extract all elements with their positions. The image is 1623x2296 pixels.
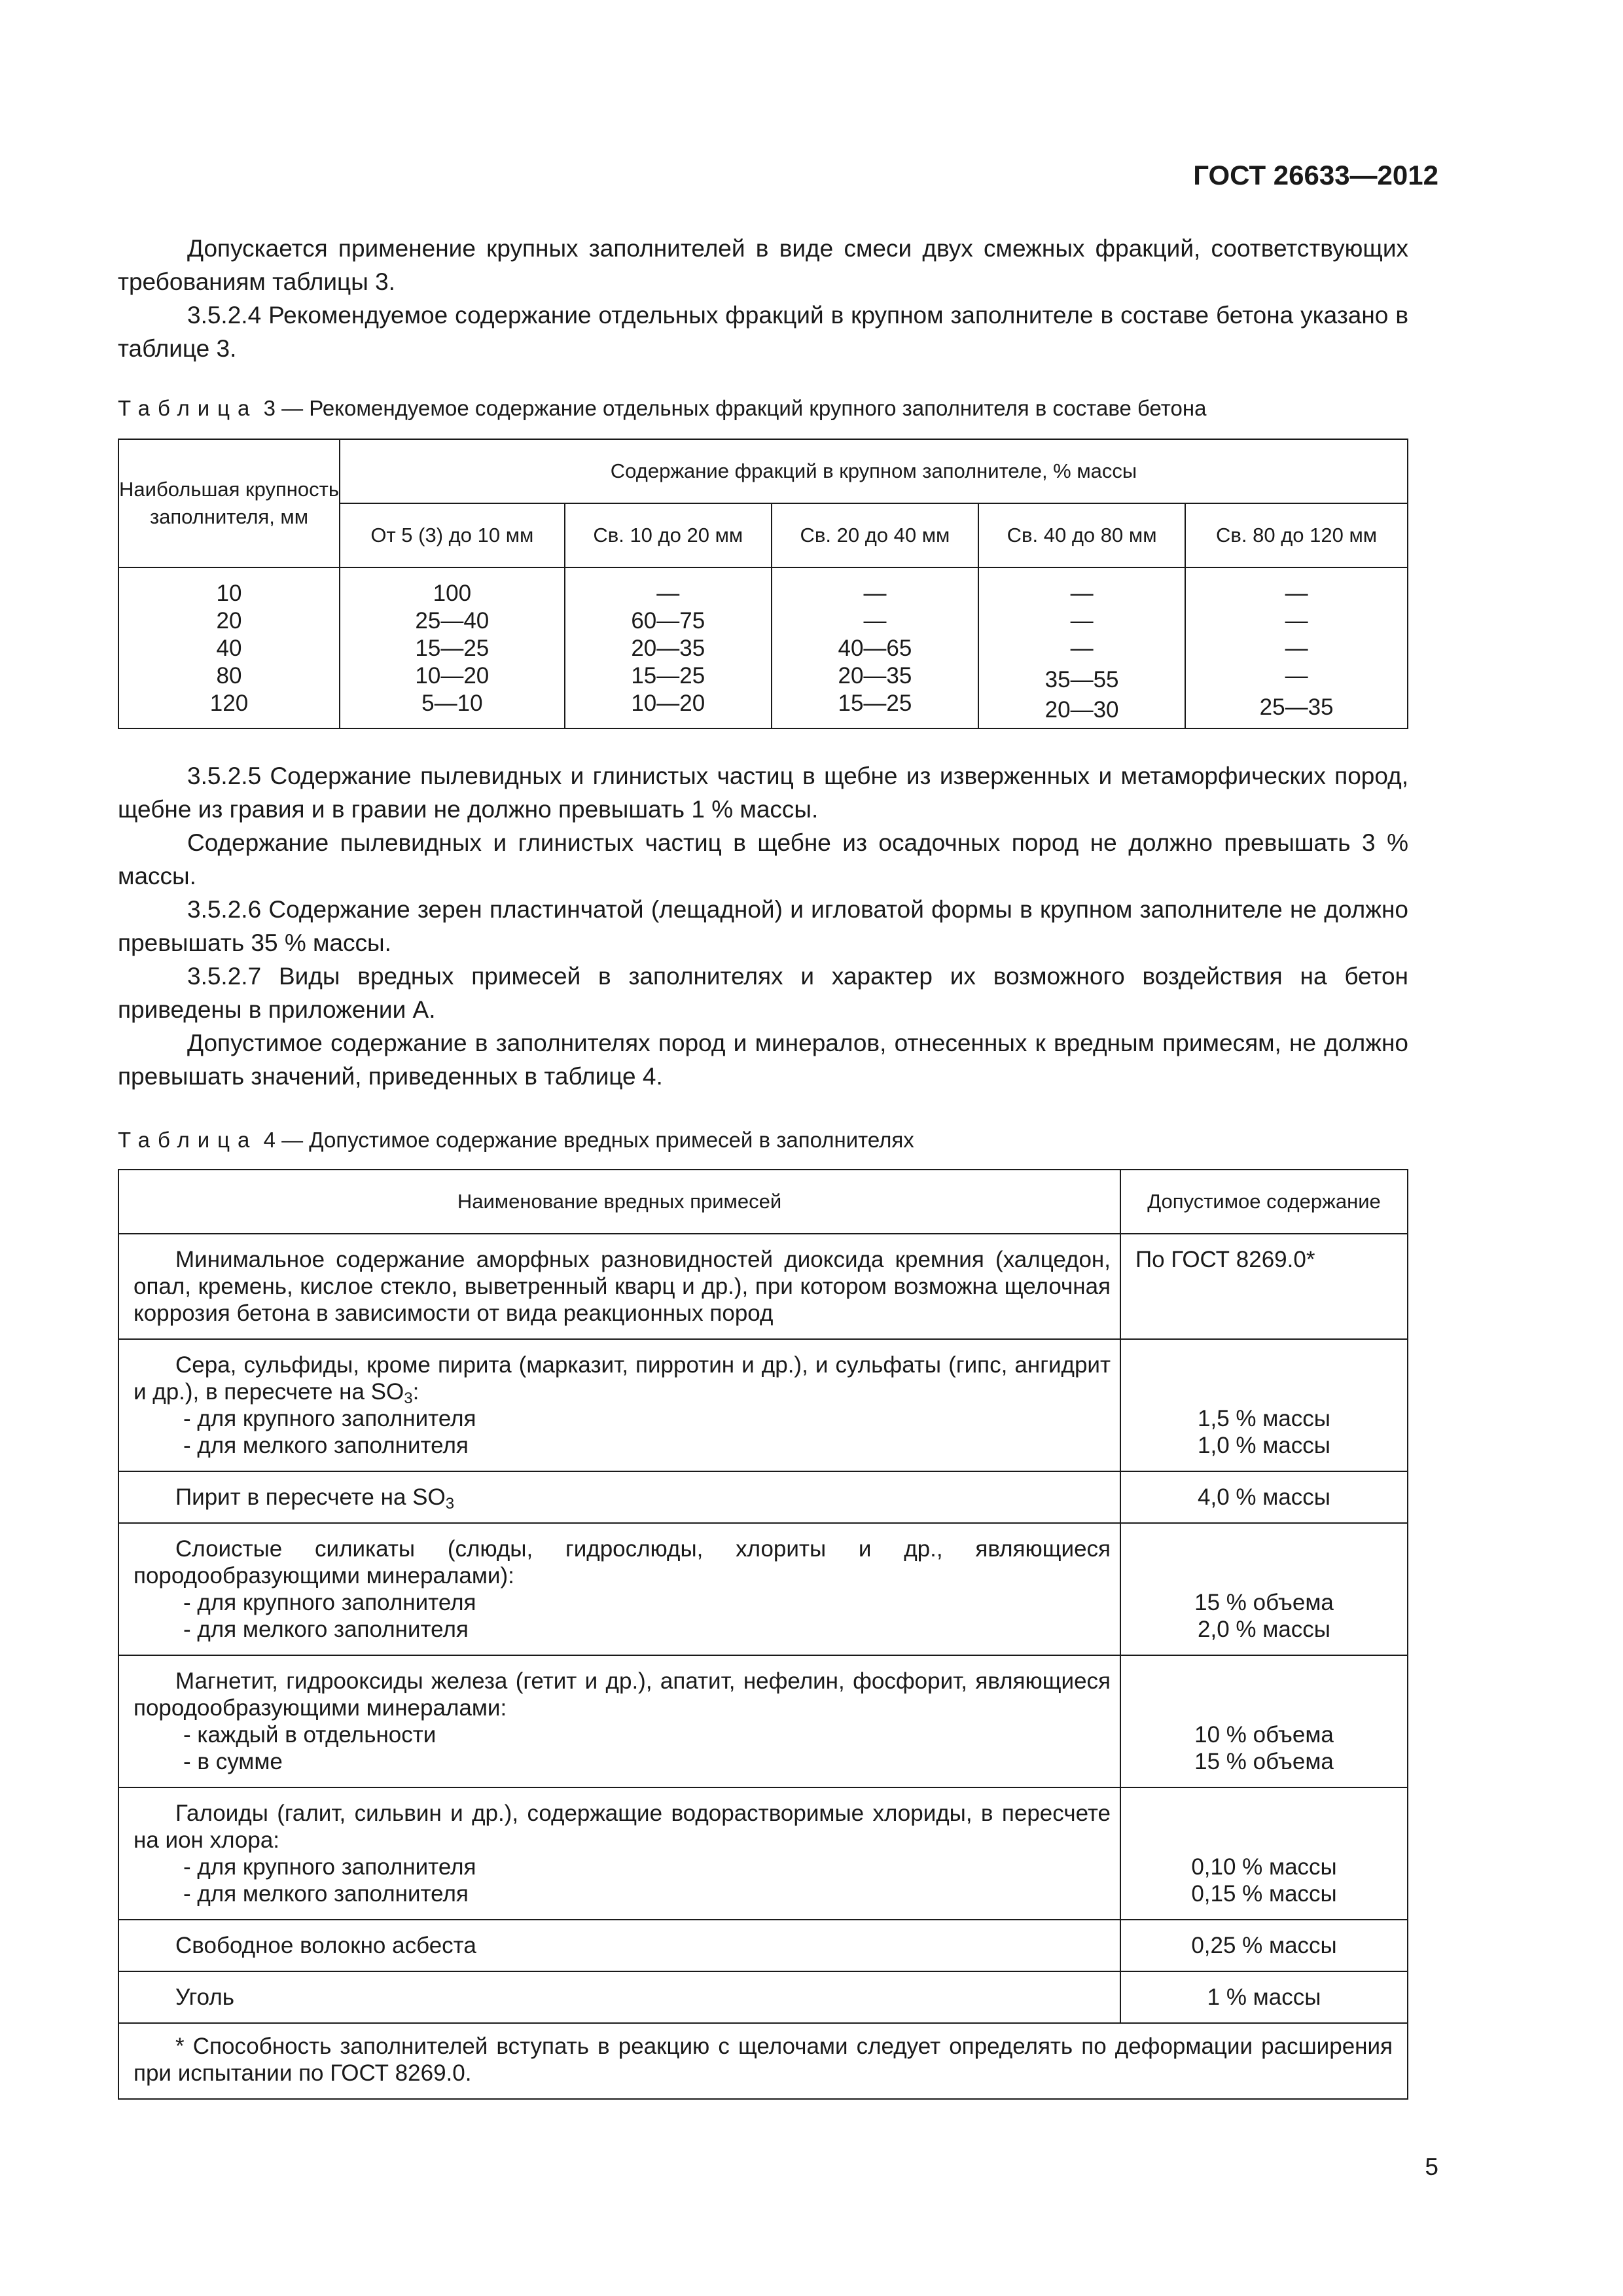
table3-value: 10—20 (415, 663, 490, 689)
impurity-subitem: - для крупного заполнителя (183, 1406, 476, 1431)
table3-value: 40 (216, 636, 242, 661)
table4-row-name (118, 1971, 1120, 2023)
table3-fraction-content (118, 439, 1408, 729)
impurity-text: Пирит в пересчете на SO (175, 1484, 446, 1510)
table4-caption-text: 4 — Допустимое содержание вредных примесей в заполнителях (263, 1128, 914, 1152)
paragraph-3-5-2-5: 3.5.2.5 Содержание пылевидных и глинистых частиц в щебне из изверженных и метаморфических пород, щебне из гравия и в гравии не должно превышать 1 % массы. (118, 762, 1408, 823)
impurity-subitem: - для крупного заполнителя (183, 1590, 476, 1615)
impurity-label (134, 1352, 1111, 1405)
table3-value: 100 (433, 581, 472, 606)
impurity-value: 0,25 % массы (1120, 1920, 1408, 1971)
table3-value: 25—40 (415, 608, 490, 634)
table3-value: 35—55 (1044, 667, 1119, 692)
table3-value: — (1285, 608, 1308, 634)
impurity-value: 10 % объема (1194, 1722, 1334, 1748)
table4-row-values (1120, 1787, 1408, 1920)
table4-header-name: Наименование вредных примесей (118, 1170, 1120, 1234)
table3-col-header: От 5 (3) до 10 мм (340, 503, 565, 567)
table3-value: 120 (209, 691, 249, 716)
paragraph-3-5-2-6: 3.5.2.6 Содержание зерен пластинчатой (лещадной) и игловатой формы в крупном заполнителе не должно превышать 35 % массы. (118, 896, 1408, 956)
table3-column-10-20 (565, 567, 772, 728)
table4-row-name (118, 1339, 1120, 1471)
paragraph-3-5-2-7: 3.5.2.7 Виды вредных примесей в заполнителях и характер их возможного воздействия на бетон приведены в приложении А. (118, 963, 1408, 1023)
table3-caption (118, 396, 1206, 421)
table3-value: 10 (216, 581, 242, 606)
impurity-value: По ГОСТ 8269.0* (1120, 1234, 1408, 1339)
table4-header-value: Допустимое содержание (1120, 1170, 1408, 1234)
impurity-label: Минимальное содержание аморфных разновидностей диоксида кремния (халцедон, опал, кремень, кислое стекло, выветренный кварц и др.), при котором возможна щелочная коррозия бетона в зависимости от вида реакционных пород (134, 1247, 1111, 1326)
table3-col-header: Св. 20 до 40 мм (772, 503, 978, 567)
table3-value: 15—25 (415, 636, 490, 661)
impurity-value: 1 % массы (1120, 1971, 1408, 2023)
impurity-subitem: - каждый в отдельности (183, 1722, 437, 1748)
table3-corner-header: Наибольшая крупность заполнителя, мм (118, 439, 340, 567)
impurity-subitem: - в сумме (183, 1749, 283, 1774)
table3-value: 20—35 (631, 636, 705, 661)
impurity-label (134, 1484, 1111, 1511)
impurity-value: 15 % объема (1194, 1590, 1334, 1615)
table4-footnote (118, 2023, 1408, 2099)
table3-value: 20—35 (838, 663, 912, 689)
table-row (118, 1339, 1408, 1471)
table4-caption-word: Таблица (118, 1128, 258, 1152)
table3-group-header: Содержание фракций в крупном заполнителе, % массы (340, 439, 1408, 503)
impurity-subitem: - для мелкого заполнителя (183, 1433, 469, 1458)
table-row (118, 1971, 1408, 2023)
impurity-label: Уголь (175, 1984, 235, 2010)
table4-row-name (118, 1787, 1120, 1920)
impurity-value: 0,10 % массы (1191, 1854, 1337, 1880)
paragraph-mixed-fractions: Допускается применение крупных заполнителей в виде смеси двух смежных фракций, соответствующих требованиям таблицы 3. (118, 235, 1408, 295)
subscript: 3 (445, 1495, 455, 1513)
document-id-header: ГОСТ 26633—2012 (1193, 160, 1438, 190)
subscript: 3 (404, 1390, 413, 1407)
table3-value: 10—20 (631, 691, 705, 716)
table-row (118, 1655, 1408, 1787)
paragraph-sedimentary: Содержание пылевидных и глинистых частиц в щебне из осадочных пород не должно превышать 3 % массы. (118, 829, 1408, 889)
impurity-subitem: - для мелкого заполнителя (183, 1617, 469, 1642)
table3-value: — (863, 581, 887, 606)
table3-value: — (1070, 608, 1094, 634)
table3-value: 20—30 (1044, 697, 1119, 723)
table3-value: 20 (216, 608, 242, 634)
table3-col-header: Св. 10 до 20 мм (565, 503, 772, 567)
table4-row-name (118, 1920, 1120, 1971)
table3-column-40-80 (978, 567, 1185, 728)
table3-caption-text: 3 — Рекомендуемое содержание отдельных фракций крупного заполнителя в составе бетона (263, 396, 1207, 420)
table4-harmful-impurities (118, 1169, 1408, 2100)
table4-row-name (118, 1523, 1120, 1655)
impurity-label: Слоистые силикаты (слюды, гидрослюды, хлориты и др., являющиеся породообразующими минералами): (134, 1536, 1111, 1588)
table4-row-name (118, 1655, 1120, 1787)
footnote-text: * Способность заполнителей вступать в реакцию с щелочами следует определять по деформации расширения при испытании по ГОСТ 8269.0. (134, 2034, 1393, 2086)
paragraph-3-5-2-4: 3.5.2.4 Рекомендуемое содержание отдельных фракций в крупном заполнителе в составе бетона указано в таблице 3. (118, 302, 1408, 362)
table3-size-column (118, 567, 340, 728)
table-row (118, 1471, 1408, 1523)
table3-column-5-10 (340, 567, 565, 728)
table3-value: — (1285, 663, 1308, 689)
table4-caption (118, 1128, 914, 1153)
table-row (118, 1920, 1408, 1971)
impurity-label: Свободное волокно асбеста (175, 1933, 476, 1958)
impurity-value: 2,0 % массы (1198, 1617, 1330, 1642)
table3-value: — (1285, 581, 1308, 606)
table3-value: 40—65 (838, 636, 912, 661)
page-number: 5 (1425, 2153, 1438, 2180)
impurity-value: 1,5 % массы (1198, 1406, 1330, 1431)
table4-row-values (1120, 1339, 1408, 1471)
impurity-label: Магнетит, гидрооксиды железа (гетит и др.), апатит, нефелин, фосфорит, являющиеся породообразующими минералами: (134, 1668, 1111, 1721)
table3-column-20-40 (772, 567, 978, 728)
impurity-value: 1,0 % массы (1198, 1433, 1330, 1458)
table-row (118, 1523, 1408, 1655)
table3-col-header: Св. 80 до 120 мм (1185, 503, 1408, 567)
table3-value: — (1070, 636, 1094, 661)
table3-column-80-120 (1185, 567, 1408, 728)
table4-row-values (1120, 1655, 1408, 1787)
table-row (118, 1234, 1408, 1339)
table4-row-name (118, 1234, 1120, 1339)
table3-caption-word: Таблица (118, 396, 258, 420)
table3-value: 60—75 (631, 608, 705, 634)
impurity-text: Сера, сульфиды, кроме пирита (марказит, пирротин и др.), и сульфаты (гипс, ангидрит и др.), в пересчете на SO (134, 1352, 1111, 1405)
table3-value: 15—25 (838, 691, 912, 716)
table3-value: 5—10 (421, 691, 483, 716)
impurity-subitem: - для крупного заполнителя (183, 1854, 476, 1880)
table3-col-header: Св. 40 до 80 мм (978, 503, 1185, 567)
table3-value: 15—25 (631, 663, 705, 689)
impurity-label: Галоиды (галит, сильвин и др.), содержащие водорастворимые хлориды, в пересчете на ион хлора: (134, 1801, 1111, 1853)
table4-row-name (118, 1471, 1120, 1523)
impurity-value: 4,0 % массы (1120, 1471, 1408, 1523)
table4-row-values (1120, 1523, 1408, 1655)
impurity-value: 0,15 % массы (1191, 1881, 1337, 1907)
impurity-value: 15 % объема (1194, 1749, 1334, 1774)
table3-value: — (863, 608, 887, 634)
table-row (118, 1787, 1408, 1920)
paragraph-permissible: Допустимое содержание в заполнителях пород и минералов, отнесенных к вредным примесям, не должно превышать значений, приведенных в таблице 4. (118, 1030, 1408, 1090)
impurity-text: : (412, 1379, 419, 1405)
table3-value: 25—35 (1259, 694, 1334, 720)
table3-value: — (656, 581, 680, 606)
table3-value: 80 (216, 663, 242, 689)
table3-value: — (1070, 581, 1094, 606)
table3-value: — (1285, 636, 1308, 661)
impurity-subitem: - для мелкого заполнителя (183, 1881, 469, 1907)
